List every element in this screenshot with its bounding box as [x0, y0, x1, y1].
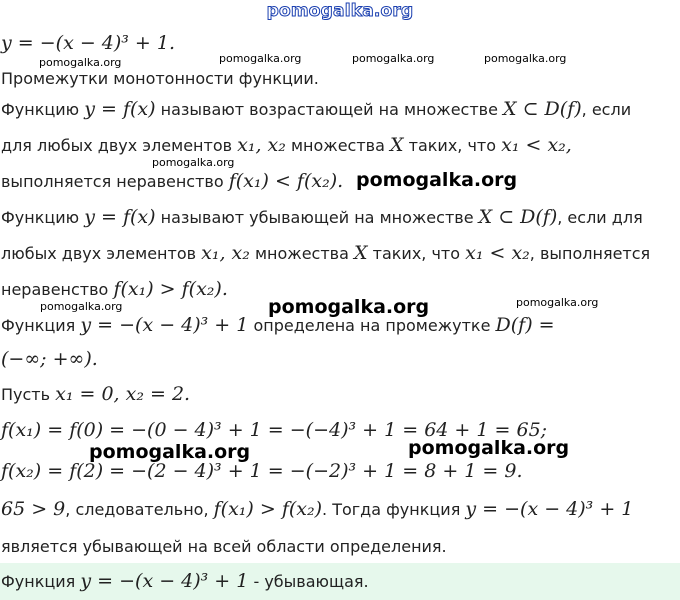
- text: , если: [581, 100, 632, 119]
- math: X: [390, 134, 404, 156]
- watermark: pomogalka.org: [356, 169, 518, 191]
- math: y = −(x − 4)³ + 1: [465, 498, 634, 520]
- math: y = f(x): [84, 98, 156, 120]
- text: Функцию: [1, 208, 80, 227]
- watermark: pomogalka.org: [40, 300, 123, 313]
- math: f(x₁) < f(x₂).: [228, 170, 344, 192]
- decreasing-definition-line-3: [1, 278, 228, 300]
- text: называют убывающей на множестве: [160, 208, 474, 227]
- watermark: pomogalka.org: [39, 56, 122, 69]
- text: для любых двух элементов: [1, 136, 233, 155]
- watermark: pomogalka.org: [268, 296, 430, 318]
- section-heading: [1, 69, 319, 88]
- math: x₁ < x₂,: [501, 134, 572, 156]
- math: f(x₂) = f(2) = −(2 − 4)³ + 1 = −(−2)³ + 1 = 8 + 1 = 9.: [1, 460, 523, 482]
- text: таких, что: [408, 136, 497, 155]
- math: X ⊂ D(f): [503, 98, 582, 120]
- text: является убывающей на всей области определения.: [1, 537, 447, 556]
- domain-interval: [1, 348, 98, 370]
- math: X: [354, 242, 368, 264]
- function-definition: [1, 32, 175, 54]
- function-formula: y = −(x − 4)³ + 1.: [1, 32, 176, 54]
- increasing-definition-line-3: [1, 170, 343, 192]
- decreasing-definition-line-1: [1, 206, 643, 228]
- increasing-definition-line-1: [1, 98, 631, 120]
- calc-f-x2: [1, 460, 523, 482]
- watermark: pomogalka.org: [219, 52, 302, 65]
- heading-text: Промежутки монотонности функции.: [1, 69, 319, 88]
- text: называют возрастающей на множестве: [160, 100, 498, 119]
- conclusion-line-2: [1, 537, 447, 556]
- math: x₁ = 0, x₂ = 2.: [55, 383, 191, 405]
- text: Функция: [1, 316, 76, 335]
- text: определена на промежутке: [253, 316, 491, 335]
- math: x₁ < x₂: [465, 242, 530, 264]
- math: f(x₁) = f(0) = −(0 − 4)³ + 1 = −(−4)³ + 1 = 64 + 1 = 65;: [1, 419, 548, 441]
- math: X ⊂ D(f): [478, 206, 558, 228]
- text: выполняется неравенство: [1, 172, 224, 191]
- watermark: pomogalka.org: [408, 437, 570, 459]
- decreasing-definition-line-2: [1, 242, 650, 264]
- watermark: pomogalka.org: [89, 441, 251, 463]
- math: x₁, x₂: [237, 134, 286, 156]
- text: , если для: [557, 208, 643, 227]
- math: D(f) =: [495, 314, 555, 336]
- watermark: pomogalka.org: [152, 156, 235, 169]
- text: , следовательно,: [65, 500, 209, 519]
- math: 65 > 9: [1, 498, 66, 520]
- text: - убывающая.: [253, 572, 369, 591]
- math: y = −(x − 4)³ + 1: [80, 570, 249, 592]
- text: , выполняется: [529, 244, 651, 263]
- let-statement: [1, 383, 190, 405]
- math: y = f(x): [84, 206, 156, 228]
- answer-line: [1, 570, 369, 592]
- math: f(x₁) > f(x₂): [213, 498, 323, 520]
- text: множества: [254, 244, 349, 263]
- text: Функция: [1, 572, 76, 591]
- text: множества: [290, 136, 385, 155]
- site-banner: pomogalka.org: [266, 1, 414, 21]
- math: x₁, x₂: [201, 242, 250, 264]
- increasing-definition-line-2: [1, 134, 572, 156]
- watermark: pomogalka.org: [516, 296, 599, 309]
- math: f(x₁) > f(x₂).: [113, 278, 228, 300]
- text: Пусть: [1, 385, 51, 404]
- watermark: pomogalka.org: [484, 52, 567, 65]
- text: Функцию: [1, 100, 80, 119]
- text: неравенство: [1, 280, 109, 299]
- math: y = −(x − 4)³ + 1: [80, 314, 249, 336]
- text: . Тогда функция: [322, 500, 461, 519]
- text: таких, что: [372, 244, 461, 263]
- watermark: pomogalka.org: [352, 52, 435, 65]
- math: (−∞; +∞).: [1, 348, 98, 370]
- text: любых двух элементов: [1, 244, 197, 263]
- conclusion-line-1: [1, 498, 633, 520]
